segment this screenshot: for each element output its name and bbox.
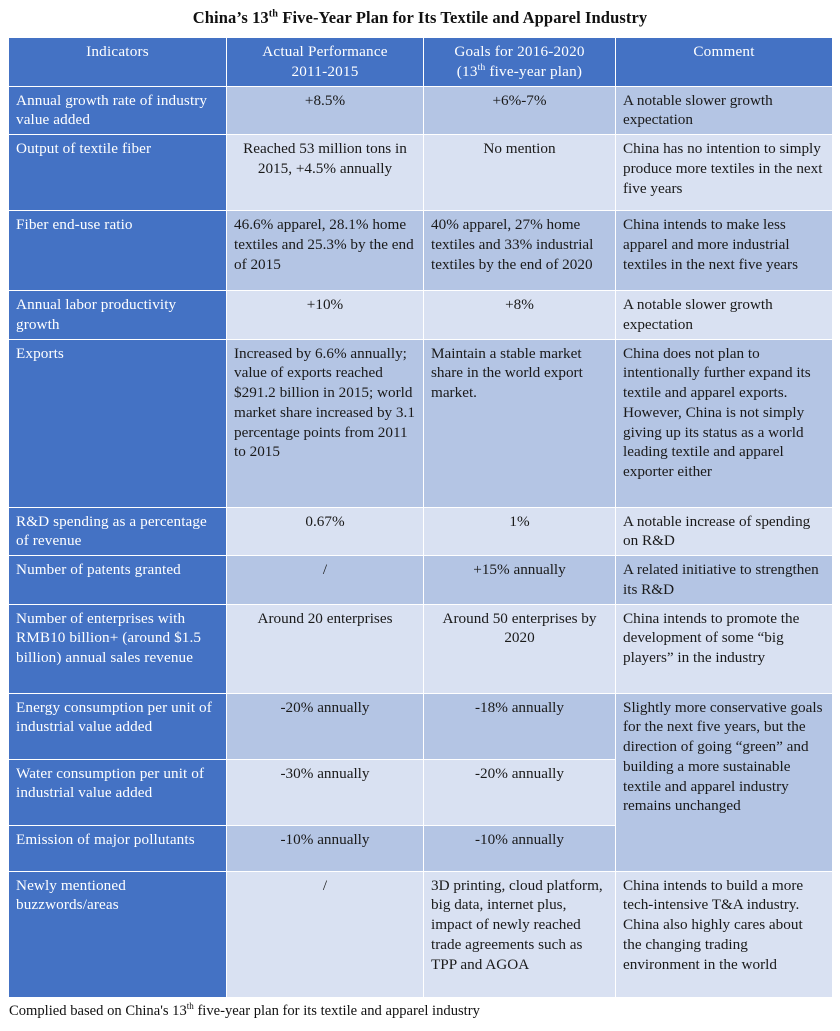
goals-line2 [431,62,608,82]
row-goal: Maintain a stable market share in the world export market. [424,339,616,507]
row-goal: -10% annually [424,825,616,871]
row-comment: A related initiative to strengthen its R&D [616,556,833,605]
table-row [9,339,833,507]
actual-performance-line2: 2011-2015 [291,62,359,80]
row-indicator: Number of enterprises with RMB10 billion+ (around $1.5 billion) annual sales revenue [9,604,227,693]
goals-line2-superscript: th [477,62,486,73]
row-actual: +10% [227,291,424,340]
row-indicator: Annual labor productivity growth [9,291,227,340]
row-comment: China intends to promote the development of some “big players” in the industry [616,604,833,693]
row-indicator: Emission of major pollutants [9,825,227,871]
goals-line1: Goals for 2016-2020 [454,43,585,61]
row-indicator: Newly mentioned buzzwords/areas [9,871,227,997]
row-actual: / [227,556,424,605]
table-row [9,86,833,135]
row-actual: -10% annually [227,825,424,871]
row-comment-merged: Slightly more conservative goals for the next five years, but the direction of going “green” and building a more sustainable textile and apparel industry remains unchanged [616,693,833,871]
row-goal: +8% [424,291,616,340]
row-comment: A notable slower growth expectation [616,86,833,135]
row-actual: Reached 53 million tons in 2015, +4.5% annually [227,135,424,211]
row-goal: -18% annually [424,693,616,759]
goals-line2-pre: (13 [456,62,478,80]
row-comment: A notable slower growth expectation [616,291,833,340]
table-row [9,135,833,211]
column-header-goals [424,38,616,87]
row-goal: +15% annually [424,556,616,605]
row-goal: +6%-7% [424,86,616,135]
table-row [9,556,833,605]
header-row [9,38,833,87]
goals-line2-post: five-year plan) [485,62,583,80]
table-body [9,86,833,997]
footnote-pre: Complied based on China's 13 [9,1002,187,1019]
column-header-indicators: Indicators [9,38,227,87]
row-indicator: Number of patents granted [9,556,227,605]
row-goal: 1% [424,507,616,556]
row-indicator: Output of textile fiber [9,135,227,211]
row-indicator: Energy consumption per unit of industrial value added [9,693,227,759]
footnote-post: five-year plan for its textile and apparel industry [193,1002,480,1019]
row-indicator: Annual growth rate of industry value added [9,86,227,135]
title-pre: China’s 13 [192,8,269,27]
table-row [9,211,833,291]
title-post: Five-Year Plan for Its Textile and Apparel Industry [278,8,648,27]
row-indicator: Exports [9,339,227,507]
row-goal: 40% apparel, 27% home textiles and 33% industrial textiles by the end of 2020 [424,211,616,291]
actual-performance-line1: Actual Performance [262,43,388,61]
row-goal: 3D printing, cloud platform, big data, internet plus, impact of newly reached trade agreements such as TPP and AGOA [424,871,616,997]
title-superscript: th [268,8,279,20]
row-actual: Around 20 enterprises [227,604,424,693]
row-comment: China intends to make less apparel and more industrial textiles in the next five years [616,211,833,291]
row-actual: -20% annually [227,693,424,759]
row-actual: 0.67% [227,507,424,556]
table-row [9,871,833,997]
row-actual: -30% annually [227,759,424,825]
page-title [8,0,832,37]
row-actual: Increased by 6.6% annually; value of exports reached $291.2 billion in 2015; world market share increased by 3.1 percentage points from 2011 to 2015 [227,339,424,507]
row-indicator: R&D spending as a percentage of revenue [9,507,227,556]
row-comment: China does not plan to intentionally further expand its textile and apparel exports. However, China is not simply giving up its status as a world leading textile and apparel exporter either [616,339,833,507]
table-row [9,604,833,693]
row-comment: China intends to build a more tech-intensive T&A industry. China also highly cares about the changing trading environment in the world [616,871,833,997]
row-goal: Around 50 enterprises by 2020 [424,604,616,693]
row-actual: +8.5% [227,86,424,135]
row-goal: No mention [424,135,616,211]
row-goal: -20% annually [424,759,616,825]
row-actual: 46.6% apparel, 28.1% home textiles and 25.3% by the end of 2015 [227,211,424,291]
row-indicator: Fiber end-use ratio [9,211,227,291]
table-row [9,693,833,759]
table-header [9,38,833,87]
column-header-actual-performance [227,38,424,87]
source-footnote [8,998,832,1021]
row-comment: A notable increase of spending on R&D [616,507,833,556]
row-comment: China has no intention to simply produce more textiles in the next five years [616,135,833,211]
table-row [9,507,833,556]
row-actual: / [227,871,424,997]
footnote-superscript: th [186,1000,194,1011]
table-row [9,291,833,340]
five-year-plan-table [8,37,833,998]
row-indicator: Water consumption per unit of industrial value added [9,759,227,825]
column-header-comment: Comment [616,38,833,87]
